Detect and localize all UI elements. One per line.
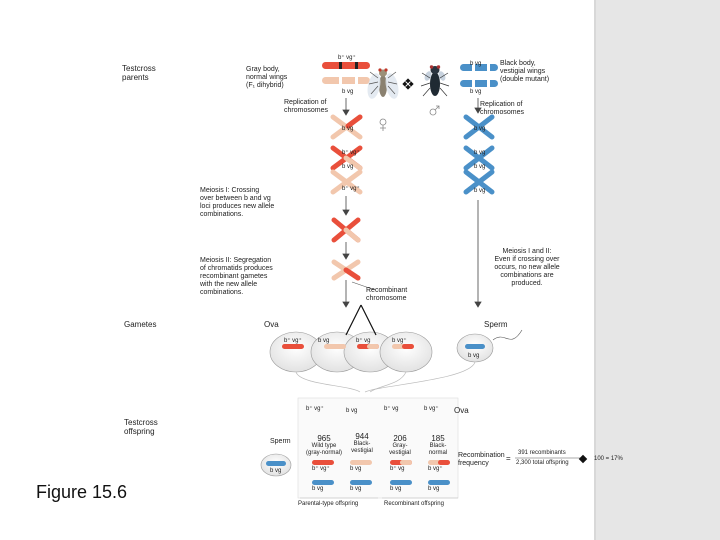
genotype-rep-right-1: b vg	[474, 126, 486, 132]
arrows	[343, 98, 481, 307]
genotype-ova-3: b⁺ vg	[356, 338, 371, 344]
parent-left-chromosomes	[322, 62, 370, 84]
genotype-col-1: b⁺ vg⁺	[306, 406, 324, 412]
label-meiosis-1: Meiosis I: Crossing over between b and vg loci produces new allele combinations.	[200, 187, 275, 218]
genotype-col-3: b⁺ vg	[384, 406, 399, 412]
label-ova: Ova	[264, 320, 279, 329]
label-parental-offspring: Parental-type offspring	[298, 501, 359, 507]
genotype-col-2: b vg	[346, 408, 358, 414]
label-sperm: Sperm	[484, 320, 508, 329]
genotype-rep-right-3: b vg	[474, 164, 486, 170]
label-sperm-grid: Sperm	[270, 438, 291, 445]
offspring-genotype-top: b vg	[350, 466, 362, 472]
genotype-ova-1: b⁺ vg⁺	[284, 338, 302, 344]
figure-caption: Figure 15.6	[36, 482, 128, 502]
label-ova-grid: Ova	[454, 406, 469, 415]
offspring-genotype-top: b⁺ vg⁺	[312, 466, 330, 472]
offspring-genotype-bottom: b vg	[350, 486, 362, 492]
label-testcross-offspring: Testcross offspring	[124, 418, 158, 436]
genotype-parent-right-top: b vg	[470, 61, 482, 67]
offspring-count: 944	[355, 432, 369, 441]
male-symbol-icon	[430, 106, 439, 115]
genotype-rep-left-4: b⁺ vg⁺	[342, 186, 360, 192]
chromosome-recessive	[322, 77, 370, 84]
genotype-col-4: b vg⁺	[424, 406, 439, 412]
sperm-cell	[457, 330, 522, 362]
label-testcross-parents: Testcross parents	[122, 64, 156, 82]
genotype-parent-right-bottom: b vg	[470, 89, 482, 95]
offspring-count: 206	[393, 434, 407, 443]
label-meiosis-right: Meiosis I and II: Even if crossing over occurs, no new allele combinations are produced.	[494, 248, 560, 287]
fraction-numerator: 391 recombinants	[518, 450, 566, 456]
genotype-sperm: b vg	[468, 353, 480, 359]
offspring-count: 965	[317, 434, 331, 443]
genotype-ova-4: b vg⁺	[392, 338, 407, 344]
offspring-phenotype: Wild type (gray-normal)	[305, 443, 342, 456]
result-percentage: 100 = 17%	[594, 456, 623, 462]
equals-sign: =	[506, 454, 511, 463]
genotype-parent-left-top: b⁺ vg⁺	[338, 55, 356, 61]
offspring-genotype-bottom: b vg	[428, 486, 440, 492]
offspring-phenotype: Gray- vestigial	[389, 443, 411, 456]
offspring-genotype-bottom: b vg	[390, 486, 402, 492]
black-fly-icon	[421, 65, 449, 96]
offspring-genotype-bottom: b vg	[312, 486, 324, 492]
fraction-denominator: 2,300 total offspring	[516, 460, 569, 466]
chromosome-dominant	[322, 62, 370, 69]
offspring-phenotype: Black- vestigial	[351, 441, 373, 454]
genotype-rep-left-2: b⁺ vg⁺	[342, 150, 360, 156]
genotype-rep-right-2: b vg	[474, 150, 486, 156]
genotype-rep-left-1: b vg	[342, 126, 354, 132]
offspring-genotype-top: b vg⁺	[428, 466, 443, 472]
offspring-count: 185	[431, 434, 445, 443]
genotype-ova-2: b vg	[318, 338, 330, 344]
multiply-bullet-icon	[579, 455, 587, 463]
label-recombinant-offspring: Recombinant offspring	[384, 501, 444, 507]
cross-symbol-icon	[402, 78, 413, 89]
label-gametes: Gametes	[124, 320, 157, 329]
genotype-rep-left-3: b vg	[342, 164, 354, 170]
label-recombinant-chromosome: Recombinant chromosome	[366, 287, 408, 302]
label-black-body: Black body, vestigial wings (double mutant)	[500, 60, 550, 83]
genotype-parent-left-bottom: b vg	[342, 89, 354, 95]
label-replication-right: Replication of chromosomes	[480, 101, 524, 116]
offspring-phenotype: Black- normal	[428, 443, 448, 456]
female-symbol-icon	[380, 119, 386, 131]
gray-fly-icon	[365, 68, 400, 100]
genotype-sperm-row: b vg	[270, 468, 282, 474]
crossover-chromosome	[334, 220, 358, 240]
recombinant-chromosome	[334, 262, 375, 290]
label-meiosis-2: Meiosis II: Segregation of chromatids produces recombinant gametes with the new allele combinations.	[200, 257, 273, 296]
label-gray-body: Gray body, normal wings (F₁ dihybrid)	[246, 66, 288, 89]
label-recombination-frequency: Recombination frequency	[458, 452, 505, 467]
genotype-rep-right-4: b vg	[474, 188, 486, 194]
label-replication-left: Replication of chromosomes	[284, 99, 328, 114]
offspring-genotype-top: b⁺ vg	[390, 466, 405, 472]
